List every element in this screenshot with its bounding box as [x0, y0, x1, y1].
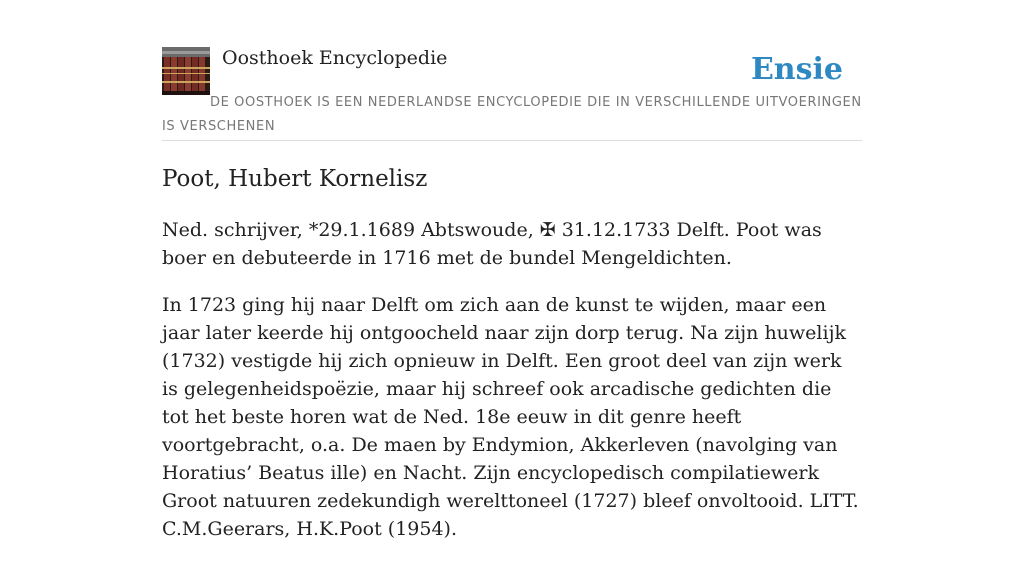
- article-body: [162, 216, 862, 562]
- site-name-link[interactable]: Oosthoek Encyclopedie: [222, 47, 448, 69]
- site-tagline: DE OOSTHOEK IS EEN NEDERLANDSE ENCYCLOPEDIE DIE IN VERSCHILLENDE UITVOERINGEN IS VERSCHENEN: [162, 95, 862, 134]
- article-paragraph: Ned. schrijver, *29.1.1689 Abtswoude, ✠ 31.12.1733 Delft. Poot was boer en debuteerde in 1716 met de bundel Mengeldichten.: [162, 219, 822, 269]
- article-paragraph: In 1723 ging hij naar Delft om zich aan de kunst te wijden, maar een jaar later keerde hij ontgoocheld naar zijn dorp terug. Na zijn huwelijk (1732) vestigde hij zich opnieuw in Delft. Een groot deel van zijn werk is gelegenheidspoëzie, maar hij schreef ook arcadische gedichten die tot het beste horen wat de Ned. 18e eeuw in dit genre heeft voortgebracht, o.a. De maen by Endymion, Akkerleven (navolging van Horatius’ Beatus ille) en Nacht. Zijn encyclopedisch compilatiewerk Groot natuuren zedekundigh werelttoneel (1727) bleef onvoltooid. LITT. C.M.Geerars, H.K.Poot (1954).: [162, 294, 859, 540]
- encyclopedia-books-icon[interactable]: [162, 47, 210, 95]
- article-title: Poot, Hubert Kornelisz: [162, 166, 428, 192]
- brand-logo-link[interactable]: Ensie: [750, 52, 843, 87]
- site-header: [162, 46, 862, 141]
